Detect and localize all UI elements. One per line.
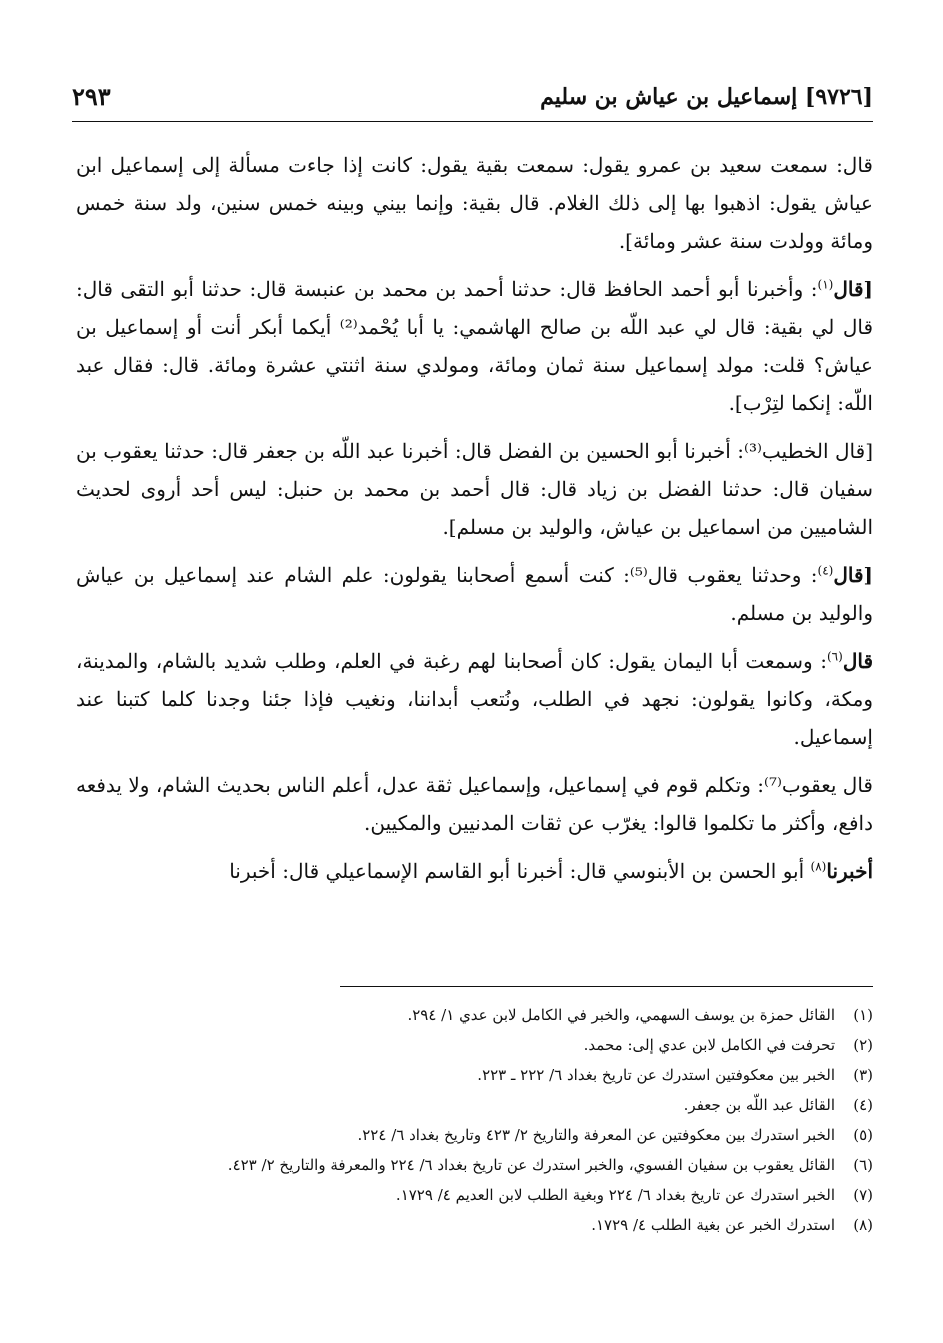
paragraph — [76, 270, 873, 422]
paragraph — [76, 642, 873, 756]
footnotes — [76, 1000, 873, 1240]
paragraph-lead: [قال — [833, 563, 873, 587]
footnote-number: (٤) — [853, 1096, 873, 1114]
paragraph-lead: قال — [842, 649, 873, 673]
footnote-ref: (٤) — [817, 563, 834, 578]
footnote-ref: (١) — [817, 277, 834, 292]
footnote-text: القائل حمزة بن يوسف السهمي، والخبر في الكامل لابن عدي ١/ ٢٩٤. — [407, 1006, 835, 1024]
paragraph-text: : وأخبرنا أبو أحمد الحافظ قال: حدثنا أحمد بن محمد بن عنبسة قال: حدثنا أبو التقى قال: قال لي بقية: قال لي عبد اللّه بن صالح الهاشمي: يا أبا يُحْمد⁽²⁾ أيكما أبكر أنت أو إسماعيل بن عياش؟ قلت: مولد إسماعيل سنة ثمان ومائة، ومولدي سنة اثنتي عشرة ومائة. قال: فقال عبد اللّه: إنكما لتِرْب]. — [76, 277, 874, 415]
paragraph-lead: [قال — [833, 277, 873, 301]
footnote — [76, 1210, 873, 1240]
footnote-text: استدرك الخبر عن بغية الطلب ٤/ ١٧٢٩. — [591, 1216, 835, 1234]
footnote-number: (٨) — [853, 1216, 873, 1234]
footnote-number: (٢) — [853, 1036, 873, 1054]
footnote-ref: (٦) — [826, 649, 843, 664]
paragraph — [76, 432, 873, 546]
footnote-number: (٣) — [853, 1066, 873, 1084]
paragraph-text: أبو الحسن بن الأبنوسي قال: أخبرنا أبو القاسم الإسماعيلي قال: أخبرنا — [229, 859, 811, 883]
paragraph-text: : وحدثنا يعقوب قال⁽⁵⁾: كنت أسمع أصحابنا يقولون: علم الشام عند إسماعيل بن عياش والوليد بن مسلم. — [76, 563, 873, 625]
footnote — [76, 1030, 873, 1060]
footnote-number: (١) — [853, 1006, 873, 1024]
footnote — [76, 1060, 873, 1090]
footnote-text: الخبر بين معكوفتين استدرك عن تاريخ بغداد ٦/ ٢٢٢ ـ ٢٢٣. — [477, 1066, 835, 1084]
footnote — [76, 1150, 873, 1180]
paragraph-text: : وسمعت أبا اليمان يقول: كان أصحابنا لهم رغبة في العلم، وطلب شديد بالشام، والمدينة، ومكة، وكانوا يقولون: نجهد في الطلب، ونُتعب أبداننا، ونغيب فإذا جئنا وجدنا كلما كتبنا عند إسماعيل. — [76, 649, 873, 749]
footnote-text: القائل يعقوب بن سفيان الفسوي، والخبر استدرك عن تاريخ بغداد ٦/ ٢٢٤ والمعرفة والتاريخ ٢/ ٤٢٣. — [227, 1156, 835, 1174]
main-text — [76, 146, 873, 900]
paragraph — [76, 146, 873, 260]
running-head: [٩٧٢٦] إسماعيل بن عياش بن سليم — [540, 84, 873, 110]
paragraph — [76, 852, 873, 890]
page-number: ٢٩٣ — [72, 82, 111, 111]
footnote — [76, 1090, 873, 1120]
paragraph-text: [قال الخطيب⁽³⁾: أخبرنا أبو الحسين بن الفضل قال: أخبرنا عبد اللّه بن جعفر قال: حدثنا يعقوب بن سفيان قال: حدثنا الفضل بن زياد قال: قال أحمد بن محمد بن حنبل: ليس أحد أروى لحديث الشاميين من اسماعيل بن عياش، والوليد بن مسلم]. — [76, 439, 873, 539]
footnote — [76, 1180, 873, 1210]
footnote — [76, 1000, 873, 1030]
paragraph — [76, 556, 873, 632]
footnote-number: (٧) — [853, 1186, 873, 1204]
footnote-text: تحرفت في الكامل لابن عدي إلى: محمد. — [583, 1036, 835, 1054]
header-rule — [72, 121, 873, 122]
footnote-number: (٦) — [853, 1156, 873, 1174]
paragraph-text: قال: سمعت سعيد بن عمرو يقول: سمعت بقية يقول: كانت إذا جاءت مسألة إلى إسماعيل ابن عياش يقول: اذهبوا بها إلى ذلك الغلام. قال بقية: وإنما بيني وبينه خمس سنين، ولد سنة خمس ومائة وولدت سنة عشر ومائة]. — [76, 153, 873, 253]
paragraph-text: قال يعقوب⁽⁷⁾: وتكلم قوم في إسماعيل، وإسماعيل ثقة عدل، أعلم الناس بحديث الشام، ولا يدفعه دافع، وأكثر ما تكلموا قالوا: يغرّب عن ثقات المدنيين والمكيين. — [76, 773, 873, 835]
footnote — [76, 1120, 873, 1150]
footnote-text: القائل عبد اللّه بن جعفر. — [683, 1096, 835, 1114]
footnote-rule — [340, 986, 873, 987]
footnote-text: الخبر استدرك بين معكوفتين عن المعرفة والتاريخ ٢/ ٤٢٣ وتاريخ بغداد ٦/ ٢٢٤. — [357, 1126, 835, 1144]
footnote-number: (٥) — [853, 1126, 873, 1144]
paragraph-lead: أخبرنا — [826, 859, 873, 883]
footnote-ref: (٨) — [810, 859, 827, 874]
paragraph — [76, 766, 873, 842]
page-header — [72, 80, 873, 120]
footnote-text: الخبر استدرك عن تاريخ بغداد ٦/ ٢٢٤ وبغية الطلب لابن العديم ٤/ ١٧٢٩. — [395, 1186, 835, 1204]
